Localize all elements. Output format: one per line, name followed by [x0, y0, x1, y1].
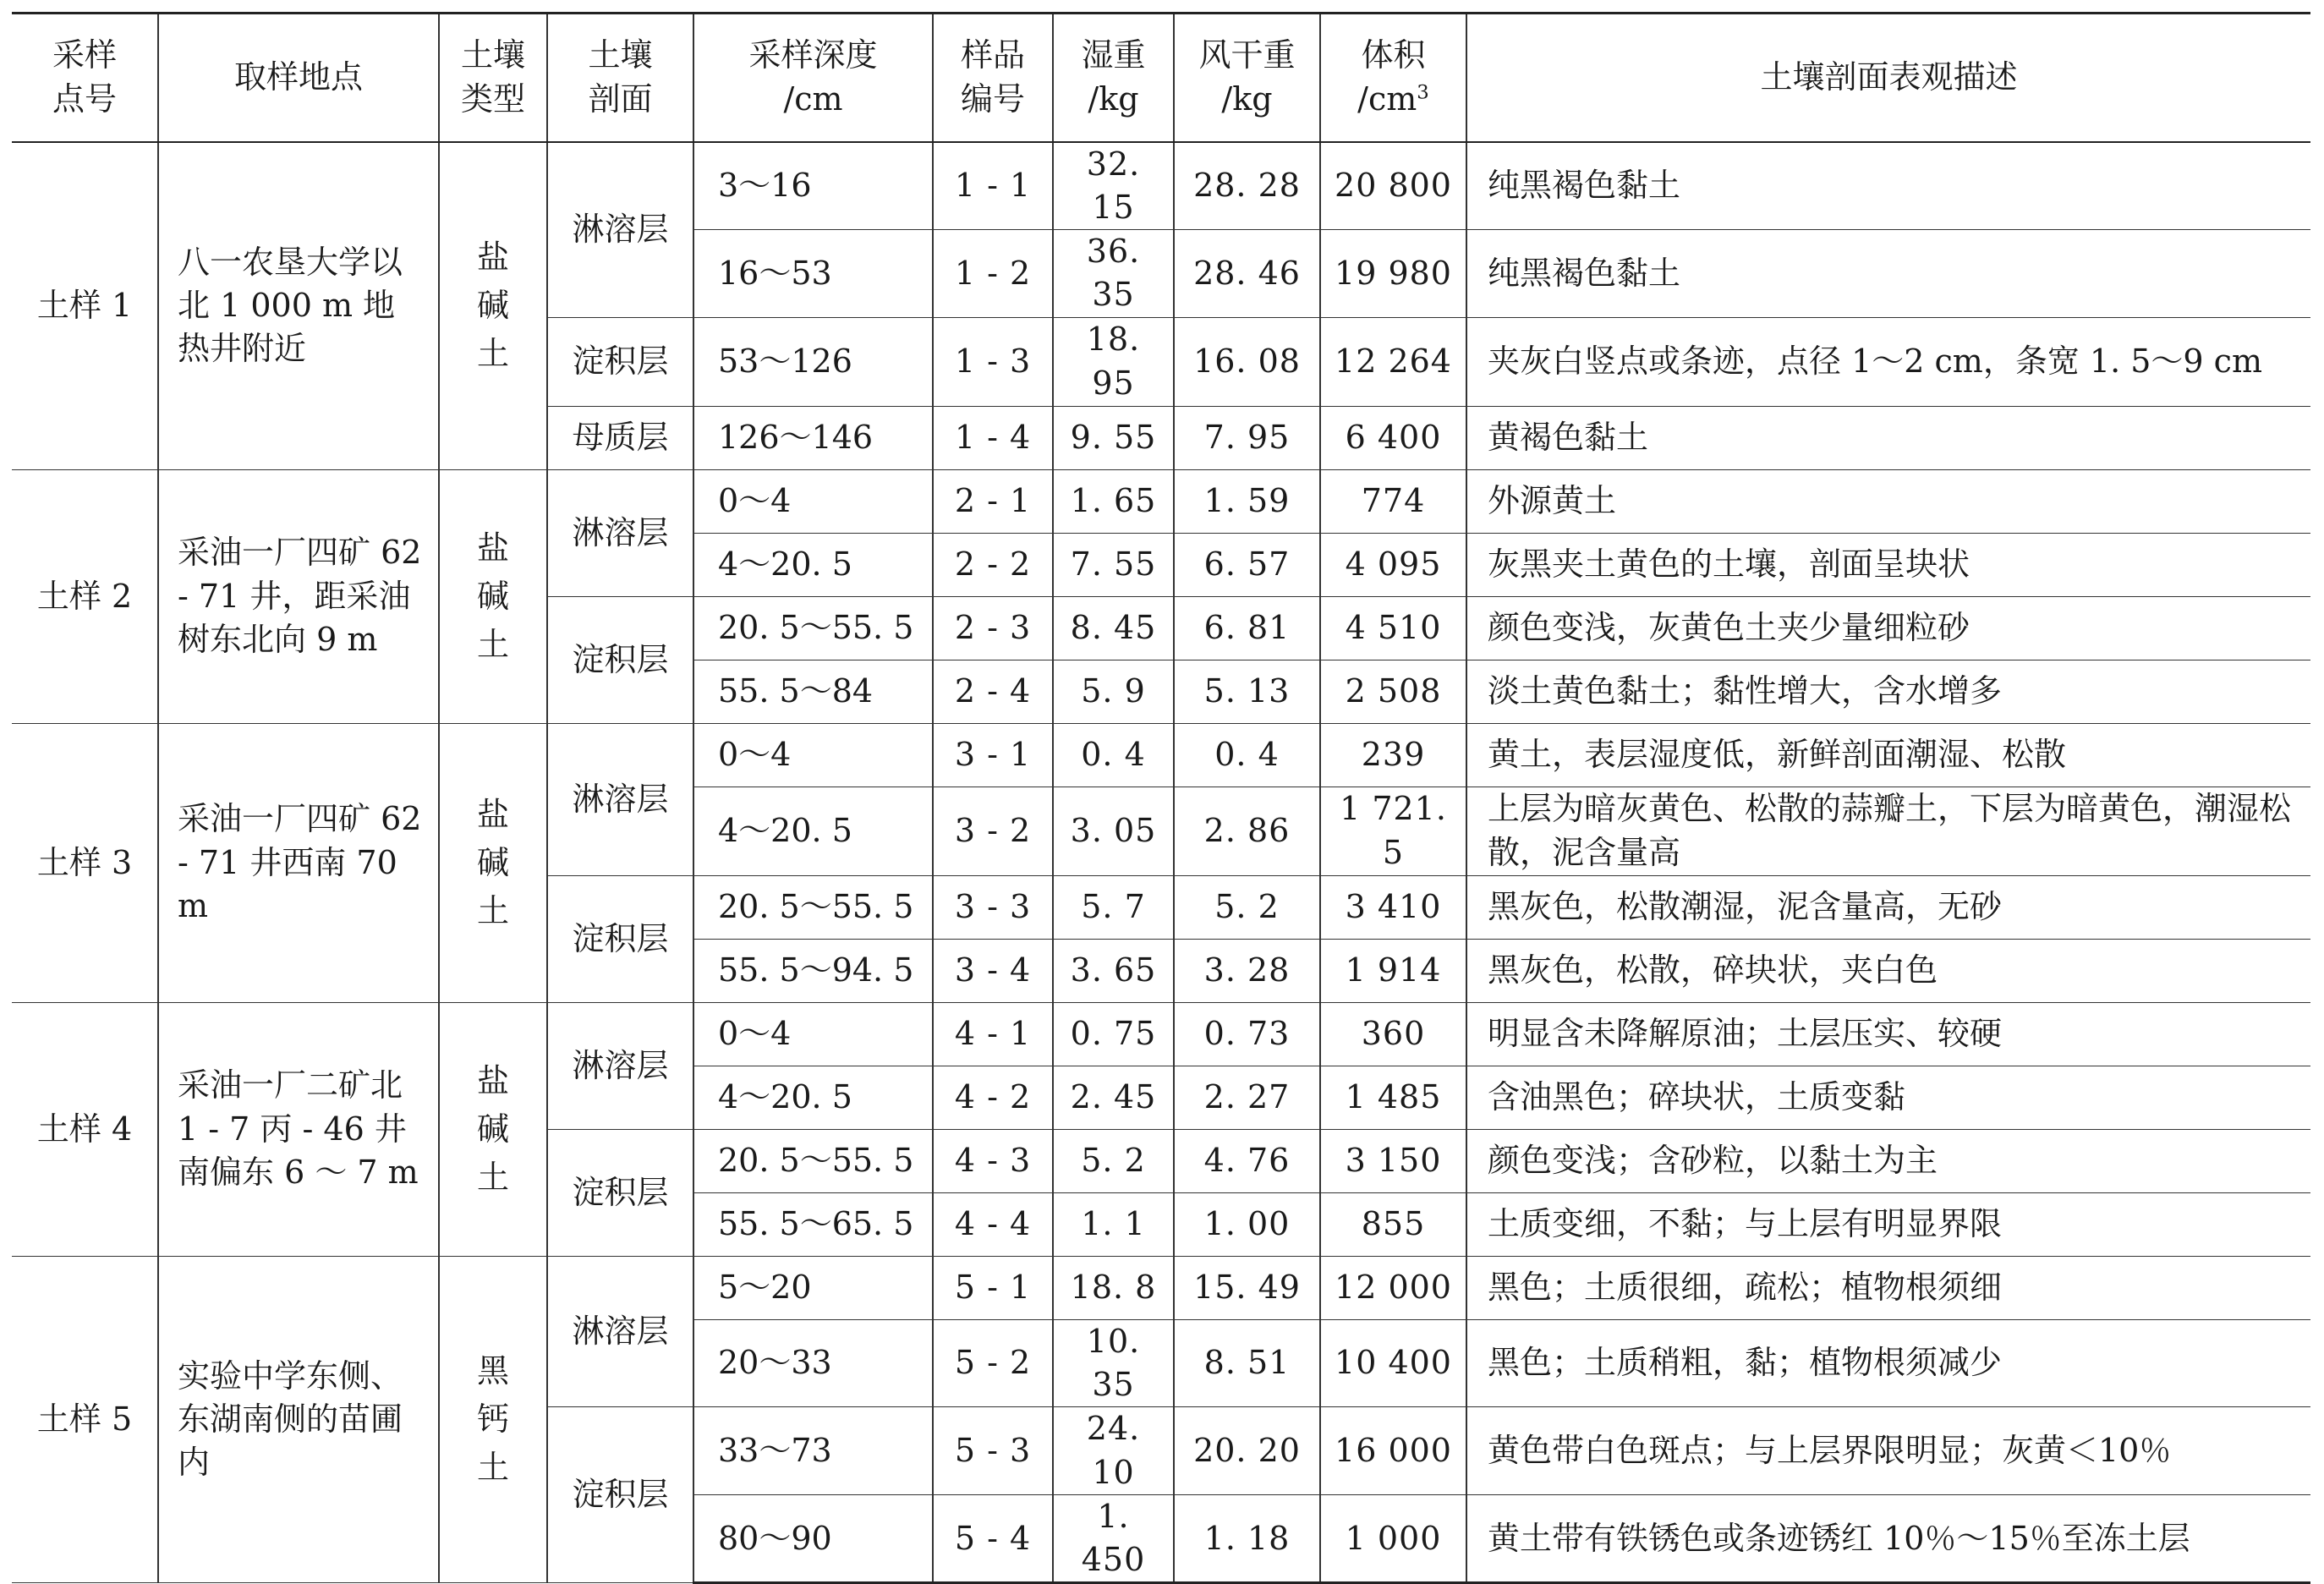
sample-id-cell: 1 - 3 — [933, 317, 1053, 406]
wet-weight-cell: 3. 05 — [1053, 787, 1174, 875]
sample-id-cell: 4 - 1 — [933, 1002, 1053, 1066]
description-cell: 淡土黄色黏土；黏性增大，含水增多 — [1466, 660, 2310, 723]
dry-weight-cell: 16. 08 — [1174, 317, 1320, 406]
depth-cell: 55. 5～65. 5 — [693, 1192, 933, 1256]
wet-weight-cell: 3. 65 — [1053, 939, 1174, 1002]
sample-id-cell: 4 - 4 — [933, 1192, 1053, 1256]
description-cell: 灰黑夹土黄色的土壤，剖面呈块状 — [1466, 533, 2310, 596]
wet-weight-cell: 5. 9 — [1053, 660, 1174, 723]
soil-layer-cell: 淀积层 — [547, 596, 693, 723]
sample-id-cell: 1 - 4 — [933, 406, 1053, 469]
dry-weight-cell: 0. 73 — [1174, 1002, 1320, 1066]
wet-weight-cell: 5. 2 — [1053, 1129, 1174, 1192]
dry-weight-cell: 2. 27 — [1174, 1066, 1320, 1129]
header-description: 土壤剖面表观描述 — [1466, 14, 2310, 142]
volume-cell: 1 721. 5 — [1320, 787, 1466, 875]
depth-cell: 4～20. 5 — [693, 533, 933, 596]
soil-layer-cell: 淀积层 — [547, 1407, 693, 1583]
wet-weight-cell: 0. 75 — [1053, 1002, 1174, 1066]
sample-location-cell: 采油一厂四矿 62 - 71 井西南 70 m — [158, 723, 439, 1002]
description-cell: 黄褐色黏土 — [1466, 406, 2310, 469]
soil-layer-cell: 淀积层 — [547, 1129, 693, 1256]
volume-cell: 20 800 — [1320, 142, 1466, 230]
dry-weight-cell: 5. 2 — [1174, 875, 1320, 939]
header-row — [12, 14, 2310, 142]
wet-weight-cell: 8. 45 — [1053, 596, 1174, 660]
depth-cell: 53～126 — [693, 317, 933, 406]
depth-cell: 20. 5～55. 5 — [693, 1129, 933, 1192]
sample-point-cell: 土样 5 — [12, 1256, 158, 1583]
wet-weight-cell: 5. 7 — [1053, 875, 1174, 939]
sample-id-cell: 4 - 3 — [933, 1129, 1053, 1192]
soil-layer-cell: 淀积层 — [547, 875, 693, 1002]
table-header — [12, 14, 2310, 142]
soil-type-text: 黑钙土 — [476, 1352, 509, 1487]
dry-weight-cell: 28. 46 — [1174, 230, 1320, 318]
volume-cell: 1 000 — [1320, 1494, 1466, 1583]
description-cell: 黑灰色，松散潮湿，泥含量高，无砂 — [1466, 875, 2310, 939]
description-cell: 土质变细，不黏；与上层有明显界限 — [1466, 1192, 2310, 1256]
dry-weight-cell: 6. 81 — [1174, 596, 1320, 660]
dry-weight-cell: 20. 20 — [1174, 1407, 1320, 1495]
volume-cell: 10 400 — [1320, 1319, 1466, 1407]
table-row — [12, 1256, 2310, 1319]
depth-cell: 80～90 — [693, 1494, 933, 1583]
sample-id-cell: 5 - 4 — [933, 1494, 1053, 1583]
volume-cell: 4 510 — [1320, 596, 1466, 660]
sample-location-cell: 采油一厂四矿 62 - 71 井，距采油树东北向 9 m — [158, 469, 439, 723]
wet-weight-cell: 18. 95 — [1053, 317, 1174, 406]
description-cell: 黑色；土质稍粗，黏；植物根须减少 — [1466, 1319, 2310, 1407]
wet-weight-cell: 18. 8 — [1053, 1256, 1174, 1319]
sample-id-cell: 2 - 3 — [933, 596, 1053, 660]
soil-layer-cell: 母质层 — [547, 406, 693, 469]
sample-id-cell: 5 - 2 — [933, 1319, 1053, 1407]
wet-weight-cell: 1. 1 — [1053, 1192, 1174, 1256]
dry-weight-cell: 1. 00 — [1174, 1192, 1320, 1256]
header-volume: 体积 $/cm^3$ — [1320, 14, 1466, 142]
sample-id-cell: 2 - 4 — [933, 660, 1053, 723]
table-row — [12, 723, 2310, 787]
description-cell: 颜色变浅；含砂粒，以黏土为主 — [1466, 1129, 2310, 1192]
wet-weight-cell: 32. 15 — [1053, 142, 1174, 230]
sample-id-cell: 2 - 1 — [933, 469, 1053, 533]
dry-weight-cell: 1. 59 — [1174, 469, 1320, 533]
sample-point-cell: 土样 2 — [12, 469, 158, 723]
soil-layer-cell: 淋溶层 — [547, 1256, 693, 1407]
wet-weight-cell: 24. 10 — [1053, 1407, 1174, 1495]
wet-weight-cell: 0. 4 — [1053, 723, 1174, 787]
dry-weight-cell: 5. 13 — [1174, 660, 1320, 723]
depth-cell: 3～16 — [693, 142, 933, 230]
depth-cell: 4～20. 5 — [693, 787, 933, 875]
volume-cell: 2 508 — [1320, 660, 1466, 723]
description-cell: 黑色；土质很细，疏松；植物根须细 — [1466, 1256, 2310, 1319]
sample-id-cell: 3 - 4 — [933, 939, 1053, 1002]
depth-cell: 20. 5～55. 5 — [693, 596, 933, 660]
header-wet-weight: 湿重 /kg — [1053, 14, 1174, 142]
description-cell: 含油黑色；碎块状，土质变黏 — [1466, 1066, 2310, 1129]
volume-cell: 1 485 — [1320, 1066, 1466, 1129]
volume-cell: 12 264 — [1320, 317, 1466, 406]
description-cell: 纯黑褐色黏土 — [1466, 230, 2310, 318]
description-cell: 黑灰色，松散，碎块状，夹白色 — [1466, 939, 2310, 1002]
depth-cell: 55. 5～84 — [693, 660, 933, 723]
header-soil-profile: 土壤 剖面 — [547, 14, 693, 142]
volume-cell: 3 410 — [1320, 875, 1466, 939]
description-cell: 上层为暗灰黄色、松散的蒜瓣土，下层为暗黄色，潮湿松散，泥含量高 — [1466, 787, 2310, 875]
soil-layer-cell: 淋溶层 — [547, 469, 693, 596]
depth-cell: 16～53 — [693, 230, 933, 318]
volume-cell: 3 150 — [1320, 1129, 1466, 1192]
dry-weight-cell: 7. 95 — [1174, 406, 1320, 469]
wet-weight-cell: 9. 55 — [1053, 406, 1174, 469]
table-body — [12, 142, 2310, 1583]
description-cell: 黄土，表层湿度低，新鲜剖面潮湿、松散 — [1466, 723, 2310, 787]
volume-cell: 4 095 — [1320, 533, 1466, 596]
soil-layer-cell: 淀积层 — [547, 317, 693, 406]
volume-cell: 16 000 — [1320, 1407, 1466, 1495]
sample-id-cell: 5 - 1 — [933, 1256, 1053, 1319]
description-cell: 夹灰白竖点或条迹，点径 1～2 cm，条宽 1. 5～9 cm — [1466, 317, 2310, 406]
header-dry-weight: 风干重 /kg — [1174, 14, 1320, 142]
volume-cell: 1 914 — [1320, 939, 1466, 1002]
sample-id-cell: 4 - 2 — [933, 1066, 1053, 1129]
table-row — [12, 469, 2310, 533]
sample-point-cell: 土样 1 — [12, 142, 158, 470]
dry-weight-cell: 1. 18 — [1174, 1494, 1320, 1583]
soil-layer-cell: 淋溶层 — [547, 142, 693, 318]
dry-weight-cell: 3. 28 — [1174, 939, 1320, 1002]
depth-cell: 0～4 — [693, 469, 933, 533]
depth-cell: 4～20. 5 — [693, 1066, 933, 1129]
description-cell: 纯黑褐色黏土 — [1466, 142, 2310, 230]
volume-cell: 774 — [1320, 469, 1466, 533]
description-cell: 明显含未降解原油；土层压实、较硬 — [1466, 1002, 2310, 1066]
sample-id-cell: 3 - 1 — [933, 723, 1053, 787]
depth-cell: 55. 5～94. 5 — [693, 939, 933, 1002]
volume-cell: 12 000 — [1320, 1256, 1466, 1319]
wet-weight-cell: 10. 35 — [1053, 1319, 1174, 1407]
sample-id-cell: 1 - 1 — [933, 142, 1053, 230]
wet-weight-cell: 1. 65 — [1053, 469, 1174, 533]
soil-type-cell — [439, 1256, 547, 1583]
soil-type-cell — [439, 142, 547, 470]
sample-point-cell: 土样 3 — [12, 723, 158, 1002]
volume-cell: 855 — [1320, 1192, 1466, 1256]
depth-cell: 20～33 — [693, 1319, 933, 1407]
sample-location-cell: 采油一厂二矿北 1 - 7 丙 - 46 井南偏东 6 ～ 7 m — [158, 1002, 439, 1256]
header-location: 取样地点 — [158, 14, 439, 142]
soil-type-cell — [439, 723, 547, 1002]
wet-weight-cell: 1. 450 — [1053, 1494, 1174, 1583]
dry-weight-cell: 28. 28 — [1174, 142, 1320, 230]
soil-type-text: 盐碱土 — [476, 238, 509, 373]
sample-id-cell: 2 - 2 — [933, 533, 1053, 596]
soil-type-text: 盐碱土 — [476, 1061, 509, 1196]
soil-type-text: 盐碱土 — [476, 795, 509, 929]
dry-weight-cell: 8. 51 — [1174, 1319, 1320, 1407]
soil-type-cell — [439, 469, 547, 723]
header-depth: 采样深度 /cm — [693, 14, 933, 142]
description-cell: 黄土带有铁锈色或条迹锈红 10％～15％至冻土层 — [1466, 1494, 2310, 1583]
soil-layer-cell: 淋溶层 — [547, 723, 693, 875]
soil-sample-table-wrapper — [12, 12, 2310, 1584]
table-row — [12, 1002, 2310, 1066]
depth-cell: 126～146 — [693, 406, 933, 469]
volume-cell: 19 980 — [1320, 230, 1466, 318]
sample-point-cell: 土样 4 — [12, 1002, 158, 1256]
sample-location-cell: 实验中学东侧、东湖南侧的苗圃内 — [158, 1256, 439, 1583]
depth-cell: 5～20 — [693, 1256, 933, 1319]
description-cell: 黄色带白色斑点；与上层界限明显；灰黄＜10％ — [1466, 1407, 2310, 1495]
sample-id-cell: 3 - 2 — [933, 787, 1053, 875]
description-cell: 外源黄土 — [1466, 469, 2310, 533]
dry-weight-cell: 0. 4 — [1174, 723, 1320, 787]
dry-weight-cell: 15. 49 — [1174, 1256, 1320, 1319]
header-point: 采样 点号 — [12, 14, 158, 142]
depth-cell: 0～4 — [693, 723, 933, 787]
sample-id-cell: 1 - 2 — [933, 230, 1053, 318]
volume-cell: 360 — [1320, 1002, 1466, 1066]
volume-cell: 6 400 — [1320, 406, 1466, 469]
volume-cell: 239 — [1320, 723, 1466, 787]
soil-sample-table — [12, 12, 2310, 1584]
wet-weight-cell: 7. 55 — [1053, 533, 1174, 596]
header-soil-type: 土壤 类型 — [439, 14, 547, 142]
sample-location-cell: 八一农垦大学以北 1 000 m 地热井附近 — [158, 142, 439, 470]
dry-weight-cell: 6. 57 — [1174, 533, 1320, 596]
depth-cell: 0～4 — [693, 1002, 933, 1066]
table-row — [12, 142, 2310, 230]
soil-type-text: 盐碱土 — [476, 529, 509, 663]
dry-weight-cell: 2. 86 — [1174, 787, 1320, 875]
soil-type-cell — [439, 1002, 547, 1256]
depth-cell: 20. 5～55. 5 — [693, 875, 933, 939]
dry-weight-cell: 4. 76 — [1174, 1129, 1320, 1192]
sample-id-cell: 3 - 3 — [933, 875, 1053, 939]
depth-cell: 33～73 — [693, 1407, 933, 1495]
description-cell: 颜色变浅，灰黄色土夹少量细粒砂 — [1466, 596, 2310, 660]
header-sample-id: 样品 编号 — [933, 14, 1053, 142]
wet-weight-cell: 2. 45 — [1053, 1066, 1174, 1129]
soil-layer-cell: 淋溶层 — [547, 1002, 693, 1129]
wet-weight-cell: 36. 35 — [1053, 230, 1174, 318]
sample-id-cell: 5 - 3 — [933, 1407, 1053, 1495]
